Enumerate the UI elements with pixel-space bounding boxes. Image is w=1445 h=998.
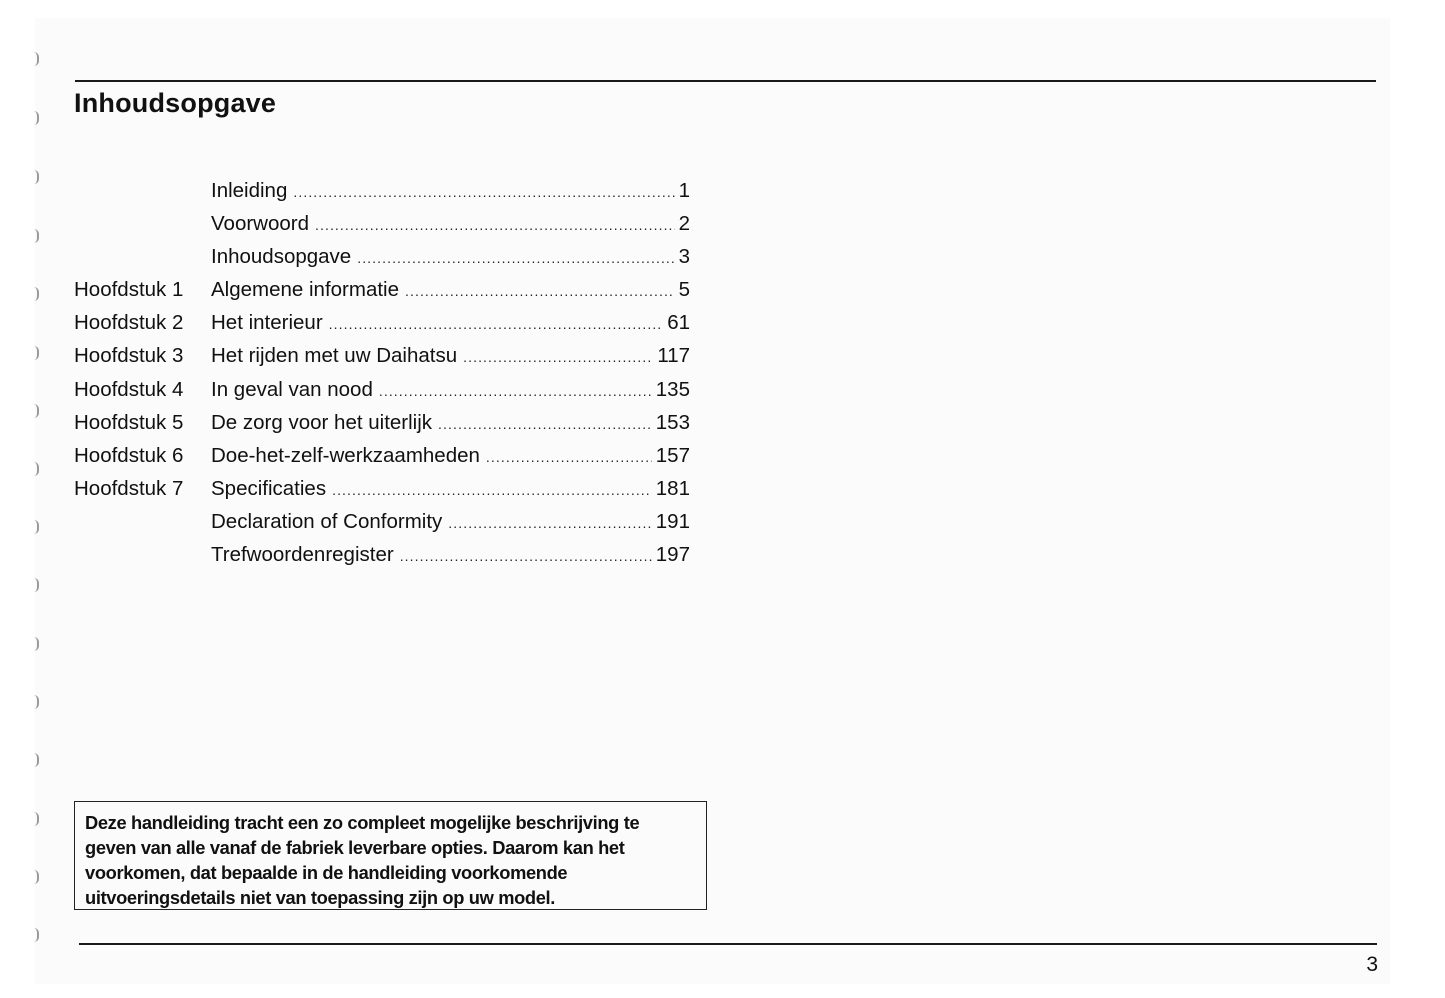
toc-page-number: 157 <box>655 443 690 467</box>
toc-entry[interactable] <box>74 174 690 207</box>
toc-entry-title: Doe-het-zelf-werkzaamheden <box>211 443 480 467</box>
header-rule <box>75 80 1376 82</box>
toc-entry-title: Het interieur <box>211 311 323 335</box>
disclaimer-box <box>74 801 707 910</box>
dot-leader <box>400 540 652 573</box>
toc-chapter-label: Hoofdstuk 1 <box>74 278 184 302</box>
toc-entry-title: Specificaties <box>211 476 327 500</box>
disclaimer-text: Deze handleiding tracht een zo compleet mogelijke beschrijving te geven van alle vanaf de fabriek leverbare opties. Daarom kan het voorkomen, dat bepaalde in de handleiding voorkomende uitvoeringsdetails niet van toepassing zijn op uw model. <box>85 812 640 908</box>
toc-page-number: 153 <box>655 410 690 434</box>
toc-entry[interactable] <box>74 306 690 339</box>
toc-entry[interactable] <box>74 505 690 538</box>
toc-chapter-label: Hoofdstuk 5 <box>74 410 184 434</box>
toc-entry-title: Algemene informatie <box>211 278 400 302</box>
toc-page-number: 2 <box>678 212 690 236</box>
page-number: 3 <box>1366 953 1378 976</box>
dot-leader <box>486 441 652 474</box>
toc-entry[interactable] <box>74 373 690 406</box>
toc-entry-title: De zorg voor het uiterlijk <box>211 410 433 434</box>
toc-entry-title: Voorwoord <box>211 212 310 236</box>
toc-page-number: 3 <box>678 245 690 269</box>
toc-entry-title: Het rijden met uw Daihatsu <box>211 344 458 368</box>
toc-page-number: 191 <box>655 509 690 533</box>
toc-page-number: 117 <box>657 344 690 368</box>
toc-page-number: 1 <box>678 179 690 202</box>
dot-leader <box>448 507 651 540</box>
toc-entry-title: Declaration of Conformity <box>211 509 443 533</box>
dot-leader <box>405 275 675 308</box>
dot-leader <box>315 209 675 242</box>
toc-page-number: 135 <box>655 377 690 401</box>
toc-chapter-label: Hoofdstuk 2 <box>74 311 184 335</box>
toc-entry-title: In geval van nood <box>211 377 373 401</box>
dot-leader <box>379 375 652 408</box>
toc-chapter-label: Hoofdstuk 3 <box>74 344 184 368</box>
dot-leader <box>463 341 653 374</box>
toc-chapter-label: Hoofdstuk 4 <box>74 377 184 401</box>
toc-entry-title: Trefwoordenregister <box>211 543 394 567</box>
page-title: Inhoudsopgave <box>74 88 277 118</box>
toc-entry[interactable] <box>74 339 690 372</box>
footer-rule <box>79 943 1377 945</box>
toc-entry[interactable] <box>74 273 690 306</box>
toc-entry-title: Inhoudsopgave <box>211 245 352 269</box>
dot-leader <box>332 474 652 507</box>
toc-entry[interactable] <box>74 240 690 273</box>
toc-entry-title: Inleiding <box>211 179 288 202</box>
toc-entry[interactable] <box>74 538 690 571</box>
toc-entry[interactable] <box>74 472 690 505</box>
dot-leader <box>438 408 652 441</box>
toc-chapter-label: Hoofdstuk 7 <box>74 476 184 500</box>
toc-entry[interactable] <box>74 406 690 439</box>
toc-page-number: 5 <box>678 278 690 302</box>
toc-page-number: 61 <box>667 311 690 335</box>
toc-page-number: 181 <box>655 476 690 500</box>
toc-chapter-label: Hoofdstuk 6 <box>74 443 184 467</box>
dot-leader <box>357 242 674 275</box>
table-of-contents <box>74 174 690 571</box>
toc-entry[interactable] <box>74 439 690 472</box>
toc-page-number: 197 <box>655 543 690 567</box>
toc-entry[interactable] <box>74 207 690 240</box>
dot-leader <box>329 308 664 341</box>
dot-leader <box>293 176 674 209</box>
